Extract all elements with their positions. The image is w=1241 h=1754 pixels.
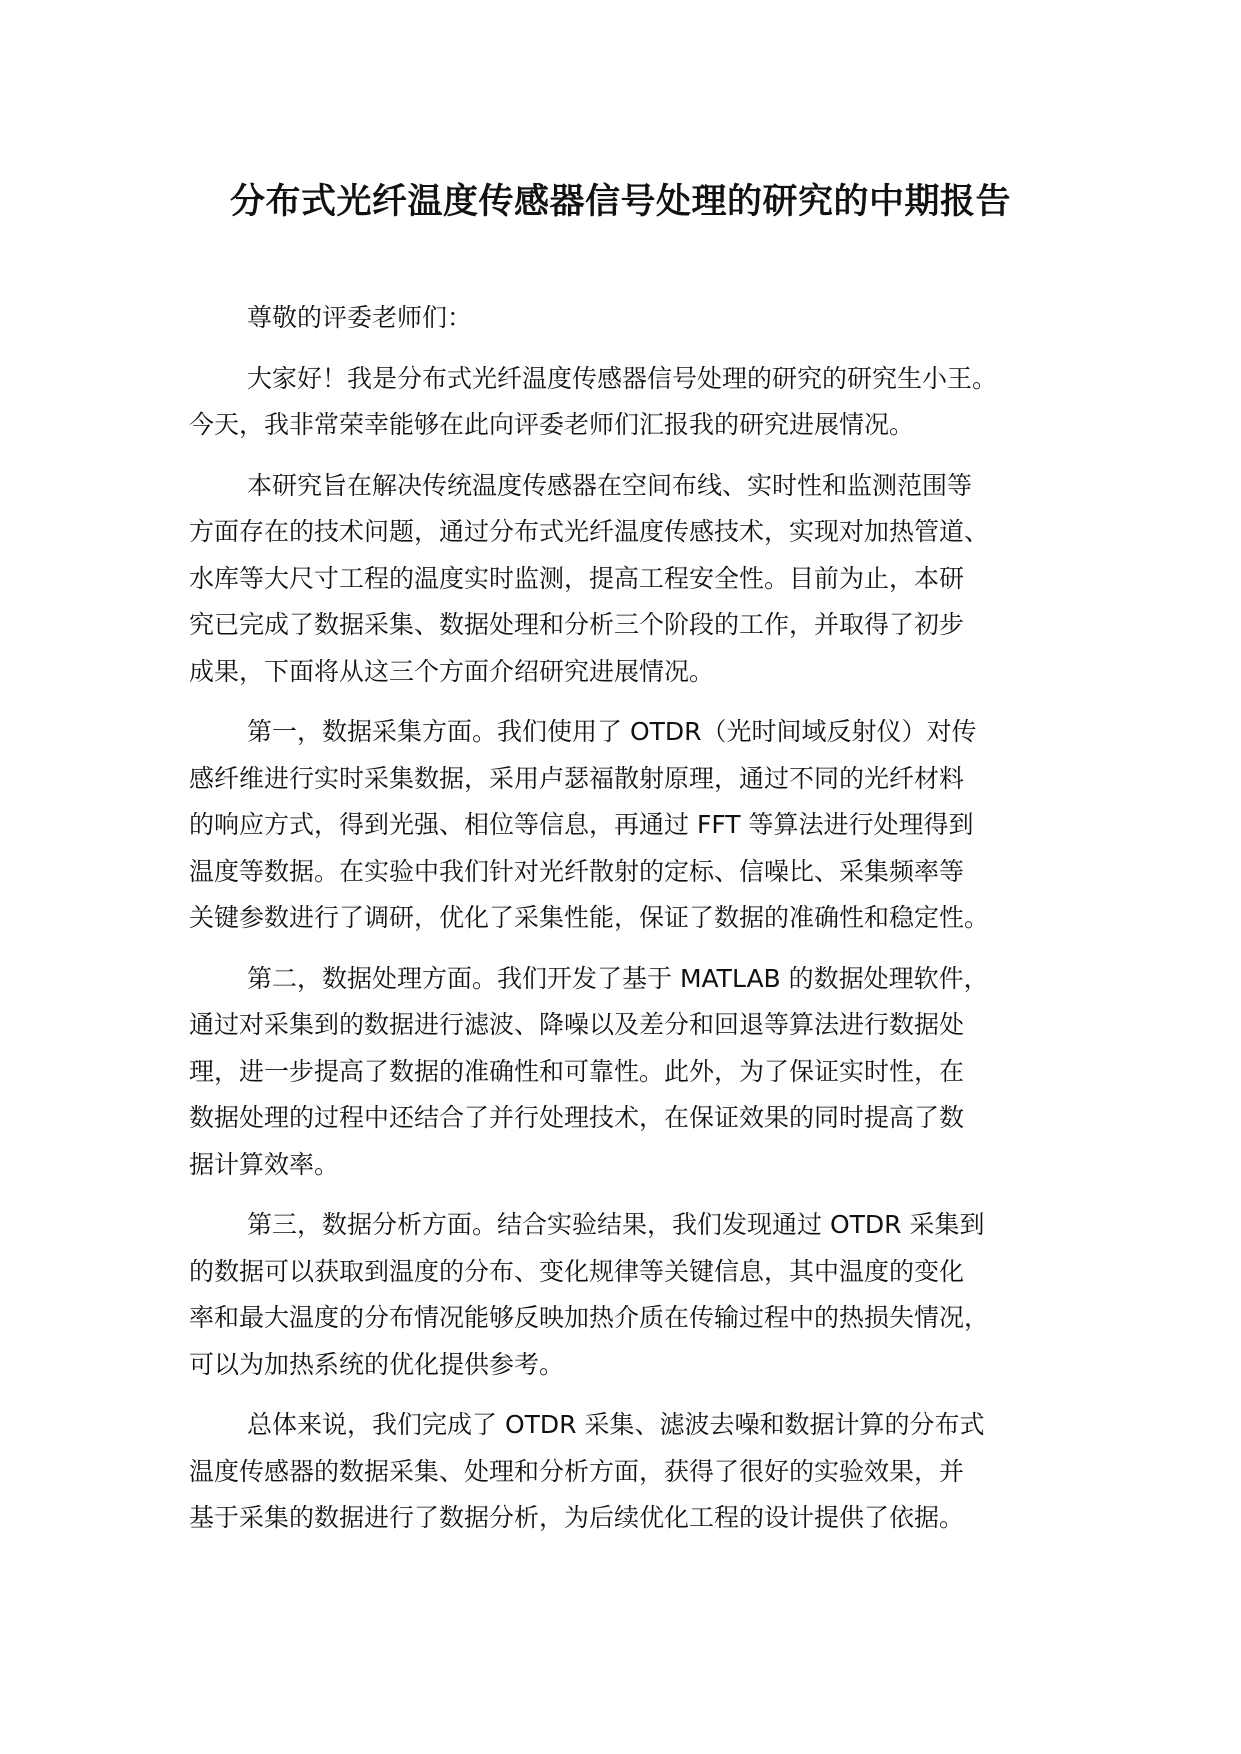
paragraph-line: 方面存在的技术问题，通过分布式光纤温度传感技术，实现对加热管道、 [189, 517, 990, 546]
paragraph-line: 数据处理的过程中还结合了并行处理技术，在保证效果的同时提高了数 [189, 1103, 965, 1132]
paragraph-line: 率和最大温度的分布情况能够反映加热介质在传输过程中的热损失情况， [189, 1303, 990, 1332]
paragraph-line: 究已完成了数据采集、数据处理和分析三个阶段的工作，并取得了初步 [189, 610, 965, 639]
paragraph-2 [189, 463, 1079, 696]
paragraph-line: 本研究旨在解决传统温度传感器在空间布线、实时性和监测范围等 [247, 470, 973, 500]
salutation: 尊敬的评委老师们： [247, 303, 473, 332]
paragraph-5 [189, 1202, 1079, 1388]
document-body [189, 295, 1079, 1542]
paragraph-line: 理，进一步提高了数据的准确性和可靠性。此外，为了保证实时性，在 [189, 1056, 965, 1086]
paragraph-line: 据计算效率。 [189, 1149, 340, 1179]
document-title: 分布式光纤温度传感器信号处理的研究的中期报告 [229, 182, 1011, 222]
paragraph-line: 温度等数据。在实验中我们针对光纤散射的定标、信噪比、采集频率等 [189, 856, 965, 886]
paragraph-line: 今天，我非常荣幸能够在此向评委老师们汇报我的研究进展情况。 [189, 410, 915, 439]
paragraph-line: 总体来说，我们完成了 OTDR 采集、滤波去噪和数据计算的分布式 [247, 1410, 985, 1439]
paragraph-line: 温度传感器的数据采集、处理和分析方面，获得了很好的实验效果，并 [189, 1456, 965, 1486]
paragraph-line: 的数据可以获取到温度的分布、变化规律等关键信息，其中温度的变化 [189, 1256, 965, 1286]
paragraph-line: 成果，下面将从这三个方面介绍研究进展情况。 [189, 656, 715, 686]
paragraph-line: 水库等大尺寸工程的温度实时监测，提高工程安全性。目前为止，本研 [189, 563, 965, 593]
paragraph-line: 通过对采集到的数据进行滤波、降噪以及差分和回退等算法进行数据处 [189, 1010, 965, 1039]
paragraph-4 [189, 956, 1079, 1189]
paragraph-line: 可以为加热系统的优化提供参考。 [189, 1349, 565, 1379]
paragraph-line: 基于采集的数据进行了数据分析，为后续优化工程的设计提供了依据。 [189, 1503, 965, 1532]
paragraph-1 [189, 356, 1079, 449]
paragraph-line: 第一，数据采集方面。我们使用了 OTDR（光时间域反射仪）对传 [247, 717, 977, 746]
paragraph-line: 大家好！我是分布式光纤温度传感器信号处理的研究的研究生小王。 [247, 363, 998, 393]
paragraph-6 [189, 1402, 1079, 1542]
paragraph-3 [189, 709, 1079, 942]
paragraph-line: 感纤维进行实时采集数据，采用卢瑟福散射原理，通过不同的光纤材料 [189, 763, 965, 793]
paragraph-line: 关键参数进行了调研，优化了采集性能，保证了数据的准确性和稳定性。 [189, 903, 990, 932]
paragraph-line: 的响应方式，得到光强、相位等信息，再通过 FFT 等算法进行处理得到 [189, 810, 974, 839]
paragraph-line: 第三，数据分析方面。结合实验结果，我们发现通过 OTDR 采集到 [247, 1210, 985, 1239]
paragraph-line: 第二，数据处理方面。我们开发了基于 MATLAB 的数据处理软件， [247, 963, 989, 993]
